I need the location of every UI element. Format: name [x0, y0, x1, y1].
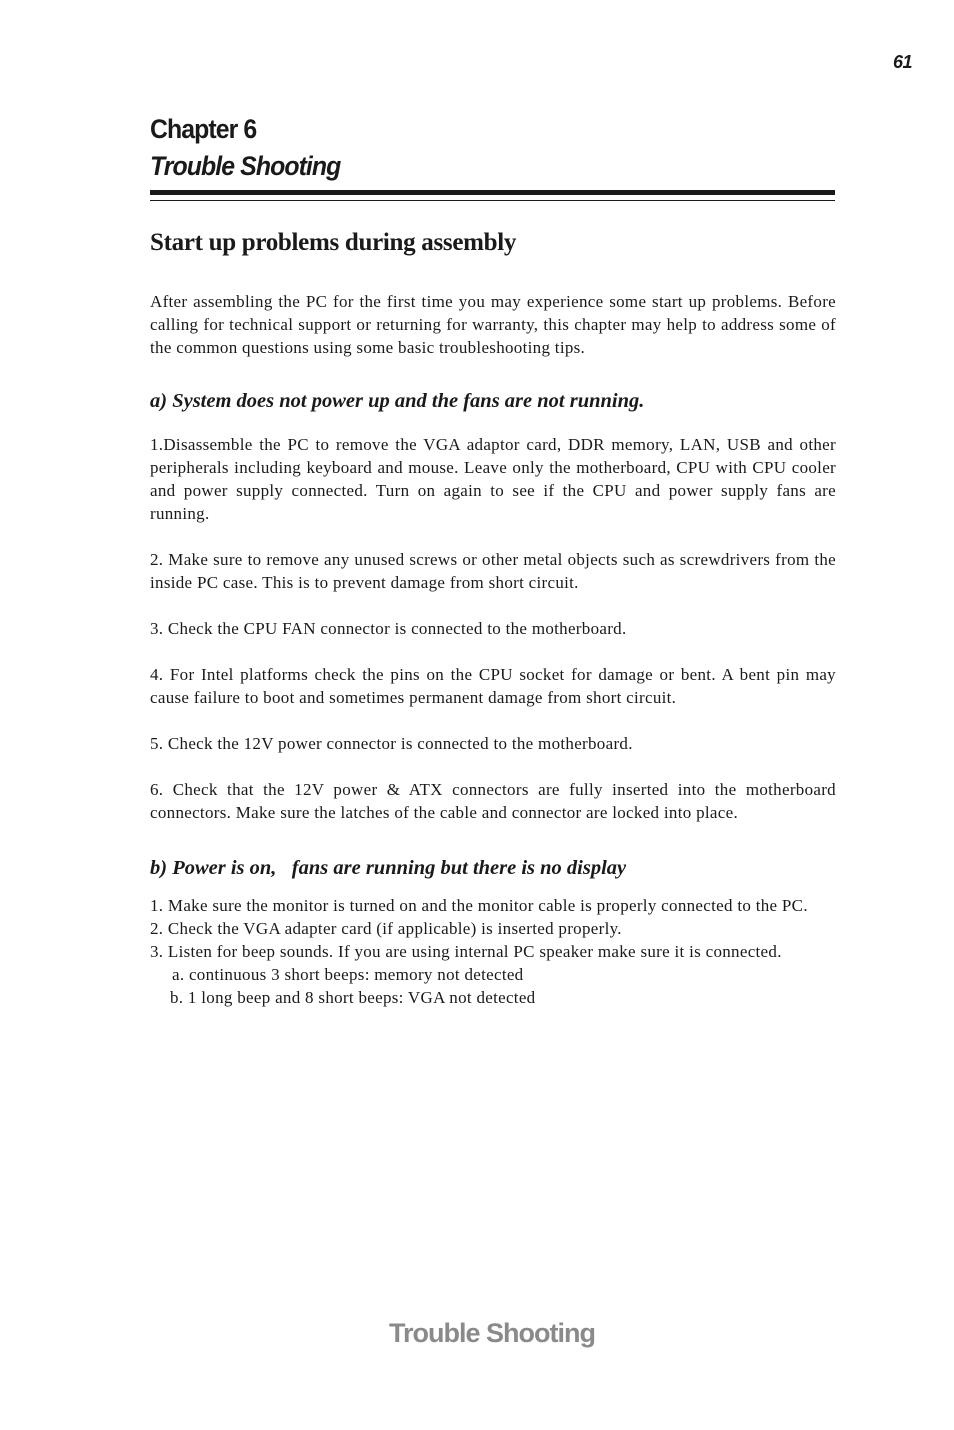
chapter-title: Trouble Shooting	[150, 151, 341, 181]
step-b-1: 1. Make sure the monitor is turned on and the monitor cable is properly connected to the PC.	[150, 896, 808, 915]
page-content	[150, 226, 836, 1009]
chapter-header	[150, 112, 836, 186]
beep-item-a: a. continuous 3 short beeps: memory not detected	[172, 965, 524, 984]
intro-paragraph: After assembling the PC for the first time you may experience some start up problems. Before calling for technical support or returning for warranty, this chapter may help to address some of the common questions using some basic troubleshooting tips.	[150, 292, 836, 357]
step-a-5: 5. Check the 12V power connector is connected to the motherboard.	[150, 734, 633, 753]
beep-item-b: b. 1 long beep and 8 short beeps: VGA not detected	[170, 988, 536, 1007]
subsection-a-heading: a) System does not power up and the fans are not running.	[150, 390, 645, 412]
chapter-rule-thick	[150, 190, 835, 195]
step-a-4: 4. For Intel platforms check the pins on the CPU socket for damage or bent. A bent pin may cause failure to boot and sometimes permanent damage from short circuit.	[150, 665, 836, 707]
page-number: 61	[892, 52, 912, 72]
chapter-rule-thin	[150, 200, 835, 201]
step-a-2: 2. Make sure to remove any unused screws or other metal objects such as screwdrivers from the inside PC case. This is to prevent damage from short circuit.	[150, 550, 836, 592]
step-a-1: 1.Disassemble the PC to remove the VGA adaptor card, DDR memory, LAN, USB and other peripherals including keyboard and mouse. Leave only the motherboard, CPU with CPU cooler and power supply connected. Turn on again to see if the CPU and power supply fans are running.	[150, 435, 836, 523]
chapter-number: Chapter 6	[150, 114, 257, 144]
step-a-6: 6. Check that the 12V power & ATX connectors are fully inserted into the motherboard connectors. Make sure the latches of the cable and connector are locked into place.	[150, 780, 836, 822]
step-b-3: 3. Listen for beep sounds. If you are using internal PC speaker make sure it is connected.	[150, 942, 782, 961]
step-b-2: 2. Check the VGA adapter card (if applicable) is inserted properly.	[150, 919, 622, 938]
section-heading: Start up problems during assembly	[150, 229, 517, 256]
footer-title: Trouble Shooting	[389, 1318, 595, 1348]
step-a-3: 3. Check the CPU FAN connector is connected to the motherboard.	[150, 619, 627, 638]
subsection-b-heading: b) Power is on, fans are running but there is no display	[150, 857, 627, 879]
